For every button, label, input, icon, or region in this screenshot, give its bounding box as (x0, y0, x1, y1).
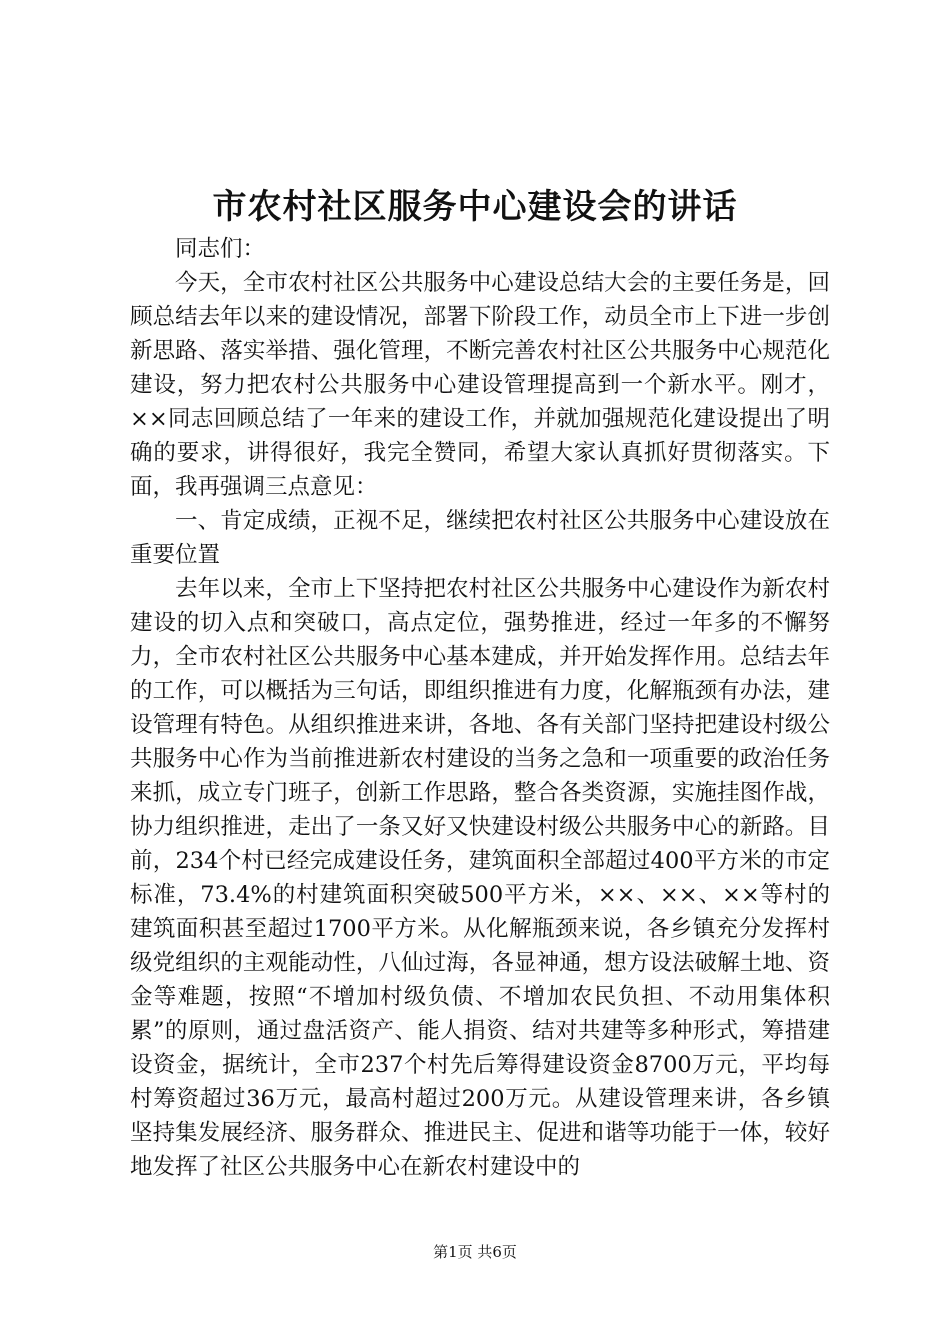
paragraph: 去年以来，全市上下坚持把农村社区公共服务中心建设作为新农村建设的切入点和突破口，高点定位，强势推进，经过一年多的不懈努力，全市农村社区公共服务中心基本建成，并开始发挥作用。总结去年的工作，可以概括为三句话，即组织推进有力度，化解瓶颈有办法，建设管理有特色。从组织推进来讲，各地、各有关部门坚持把建设村级公共服务中心作为当前推进新农村建设的当务之急和一项重要的政治任务来抓，成立专门班子，创新工作思路，整合各类资源，实施挂图作战，协力组织推进，走出了一条又好又快建设村级公共服务中心的新路。目前，234个村已经完成建设任务，建筑面积全部超过400平方米的市定标准，73.4%的村建筑面积突破500平方米，××、××、××等村的建筑面积甚至超过1700平方米。从化解瓶颈来说，各乡镇充分发挥村级党组织的主观能动性，八仙过海，各显神通，想方设法破解土地、资金等难题，按照“不增加村级负债、不增加农民负担、不动用集体积累”的原则，通过盘活资产、能人捐资、结对共建等多种形式，筹措建设资金，据统计，全市237个村先后筹得建设资金8700万元，平均每村筹资超过36万元，最高村超过200万元。从建设管理来讲，各乡镇坚持集发展经济、服务群众、推进民主、促进和谐等功能于一体，较好地发挥了社区公共服务中心在新农村建设中的 (130, 576, 830, 1180)
document-title: 市农村社区服务中心建设会的讲话 (212, 187, 738, 227)
page-footer: 第1页 共6页 (433, 1243, 517, 1261)
paragraph: 今天，全市农村社区公共服务中心建设总结大会的主要任务是，回顾总结去年以来的建设情况，部署下阶段工作，动员全市上下进一步创新思路、落实举措、强化管理，不断完善农村社区公共服务中心规范化建设，努力把农村公共服务中心建设管理提高到一个新水平。刚才，××同志回顾总结了一年来的建设工作，并就加强规范化建设提出了明确的要求，讲得很好，我完全赞同，希望大家认真抓好贯彻落实。下面，我再强调三点意见： (130, 270, 830, 500)
section-heading: 一、肯定成绩，正视不足，继续把农村社区公共服务中心建设放在重要位置 (130, 508, 830, 568)
salutation: 同志们： (175, 236, 266, 262)
document-body (130, 232, 830, 1184)
